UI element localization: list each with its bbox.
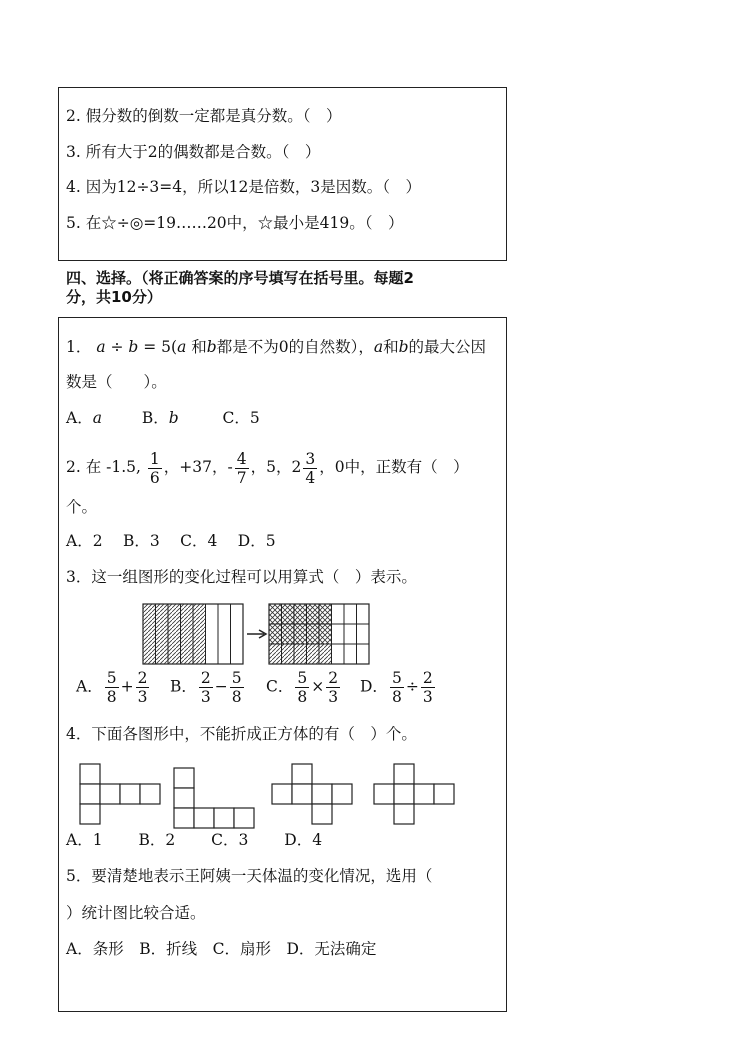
q1-ask-b: b [398,338,409,356]
judge-item-5: 5. 在☆÷◎=19……20中，☆最小是419。（ ） [66,214,404,232]
q1-ask-tail: 的最大公因 [408,338,487,356]
q4-net-2 [174,768,254,828]
q2-frac-1: $\frac{1}{6}$ [149,449,160,487]
q5-stem-line1: 5．要清楚地表示王阿姨一天体温的变化情况，选用（ [66,867,433,885]
q1-eq: = 5( [138,338,178,356]
q4-options: A．1 B．2 C．3 D．4 [66,831,323,849]
q3-option-b: B． $\frac{2}{3}$ − $\frac{5}{8}$ [170,669,242,706]
q3-stem: 3．这一组图形的变化过程可以用算式（ ）表示。 [66,568,417,586]
q4-stem: 4．下面各图形中，不能折成正方体的有（ ）个。 [66,725,417,743]
q1-cond-b: b [206,338,217,356]
q1-opt-a-label: A． [66,409,93,427]
q1-line1 [66,337,486,357]
q2-mid2: ，5，2 [250,458,302,476]
q1-opt-b-value: b [168,409,179,427]
q2-frac-2: $\frac{4}{7}$ [236,449,247,487]
q2-prefix: 2. 在 -1.5, [66,458,141,476]
section-header-line1: 四、选择。（将正确答案的序号填写在括号里。每题2 [66,269,414,287]
q2-line2: 个。 [66,498,98,516]
q1-options [66,408,260,428]
q3-left-rect [143,604,243,664]
q2-tail: ，0中，正数有（ ） [319,458,469,476]
q3-right-rect [269,604,369,664]
q1-cond-tail: 都是不为0的自然数）， [216,338,374,356]
q3-option-d: D． $\frac{5}{8}$ ÷ $\frac{2}{3}$ [360,669,433,706]
q1-ask-a: a [373,338,384,356]
q1-opt-b-label: B． [141,409,169,427]
q3-option-c: C． $\frac{5}{8}$ × $\frac{2}{3}$ [266,669,339,706]
q4-net-4 [374,764,454,824]
q2-mid1: ，+37，- [163,458,233,476]
q1-number: 1． [66,338,92,356]
q3-figure [140,600,372,666]
q1-div: ÷ [105,338,129,356]
q4-net-3 [272,764,352,824]
q1-line2: 数是（ ）。 [66,373,167,391]
q1-opt-a-value: a [92,409,102,427]
judge-item-3: 3. 所有大于2的偶数都是合数。（ ） [66,143,321,161]
q5-options: A．条形 B．折线 C．扇形 D．无法确定 [66,940,377,958]
section-header-line2: 分，共10分） [66,288,162,306]
judge-item-4: 4. 因为12÷3=4，所以12是倍数，3是因数。（ ） [66,178,421,196]
q1-cond-mid: 和 [186,338,207,356]
q1-ask-mid: 和 [383,338,399,356]
q2-options: A．2 B．3 C．4 D．5 [66,532,276,550]
q2-line1 [66,446,469,488]
q4-net-1 [80,764,160,824]
q1-var-b: b [128,338,139,356]
q3-option-a: A． $\frac{5}{8}$ + $\frac{2}{3}$ [76,669,148,706]
q4-figures [70,760,470,832]
q2-frac-3: $\frac{3}{4}$ [305,449,316,487]
q1-var-a: a [96,338,106,356]
q1-opt-c: C．5 [222,409,260,427]
judge-item-2: 2. 假分数的倒数一定都是真分数。（ ） [66,107,342,125]
q1-cond-a: a [177,338,187,356]
q5-stem-line2: ）统计图比较合适。 [66,904,206,922]
